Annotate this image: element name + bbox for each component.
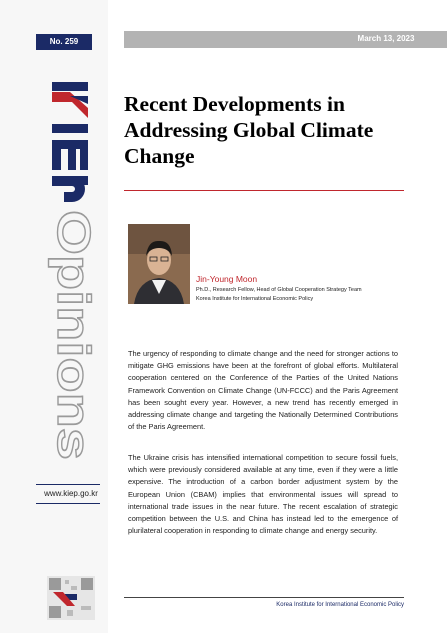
- article-title-line: Recent Developments in: [124, 92, 345, 116]
- body-paragraph: The urgency of responding to climate change and the need for stronger actions to mitigate GHG emissions have been at the forefront of global efforts. Multilateral cooperation centered on the Conference of the Parties of the United Nations Framework Convention on Climate Change (UN-FCCC) and the Paris Agreement has been sought every year. However, a new trend has recently emerged in addressing climate change and targeting the Nationally Determined Contributions of the Paris Agreement.: [128, 349, 398, 432]
- footer-institution: Korea Institute for International Economic Policy: [276, 602, 404, 608]
- author-name: Jin-Young Moon: [196, 274, 258, 284]
- article-title: [124, 91, 424, 169]
- series-name-text: Opinions: [48, 210, 100, 410]
- qr-code-icon: [47, 576, 95, 620]
- author-title: Ph.D., Research Fellow, Head of Global Cooperation Strategy Team: [196, 287, 362, 293]
- kiep-logo: [50, 78, 90, 208]
- sidebar-divider: [36, 484, 100, 485]
- series-name: [30, 206, 110, 466]
- article-title-line: Change: [124, 144, 195, 168]
- footer-divider: [124, 597, 404, 598]
- publication-date: March 13, 2023: [357, 34, 415, 43]
- body-paragraph: The Ukraine crisis has intensified international competition to secure fossil fuels, which were previously considered available at any time, even if they were a little expensive. The introduction of a carbon border adjustment system by the European Union (CBAM) implies that environmental issues will spread to international trade issues in the near future. The recent escalation of strategic competition between the U.S. and China has instead led to the emergence of plurilateral cooperation in responding to climate change and energy security.: [128, 453, 398, 536]
- sidebar-divider: [36, 503, 100, 504]
- title-divider: [124, 190, 404, 191]
- author-photo: [128, 224, 190, 304]
- website-link[interactable]: www.kiep.go.kr: [44, 489, 98, 498]
- article-title-line: Addressing Global Climate: [124, 118, 374, 142]
- author-institution: Korea Institute for International Economic Policy: [196, 296, 314, 302]
- issue-number-badge: No. 259: [36, 34, 92, 50]
